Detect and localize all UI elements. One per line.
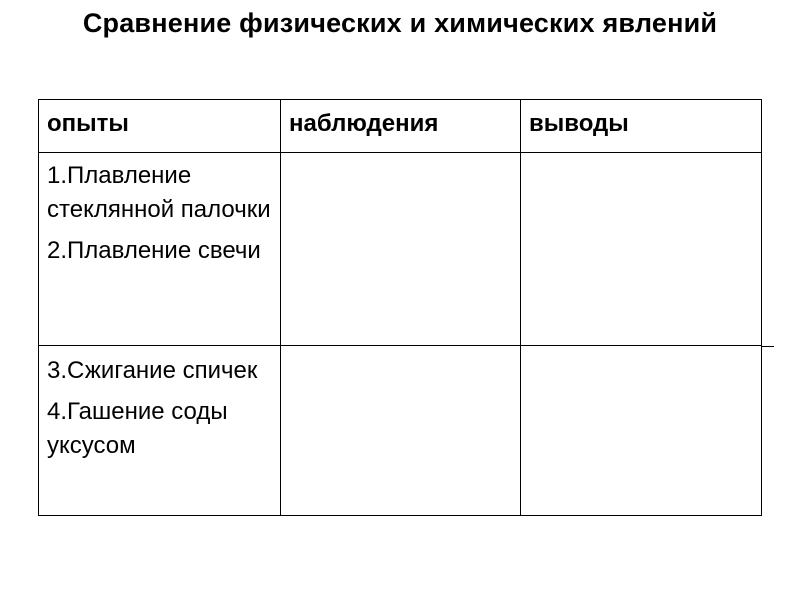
table-header-row [39,100,762,153]
experiment-item: 4.Гашение соды уксусом [47,398,228,459]
conclusions-cell [521,346,762,516]
header-conclusions: выводы [521,100,762,153]
observations-cell [281,153,521,346]
header-observations: наблюдения [281,100,521,153]
experiment-item: 1.Плавление стеклянной палочки [47,162,271,223]
experiment-item: 3.Сжигание спичек [47,357,258,384]
table-row [39,153,762,346]
experiment-item: 2.Плавление свечи [47,237,261,264]
observations-cell [281,346,521,516]
experiments-cell [39,346,281,516]
table-row [39,346,762,516]
divider-line [761,346,774,347]
header-experiments: опыты [39,100,281,153]
conclusions-cell [521,153,762,346]
slide-title: Сравнение физических и химических явлений [82,8,718,38]
experiments-cell [39,153,281,346]
comparison-table [38,99,762,516]
